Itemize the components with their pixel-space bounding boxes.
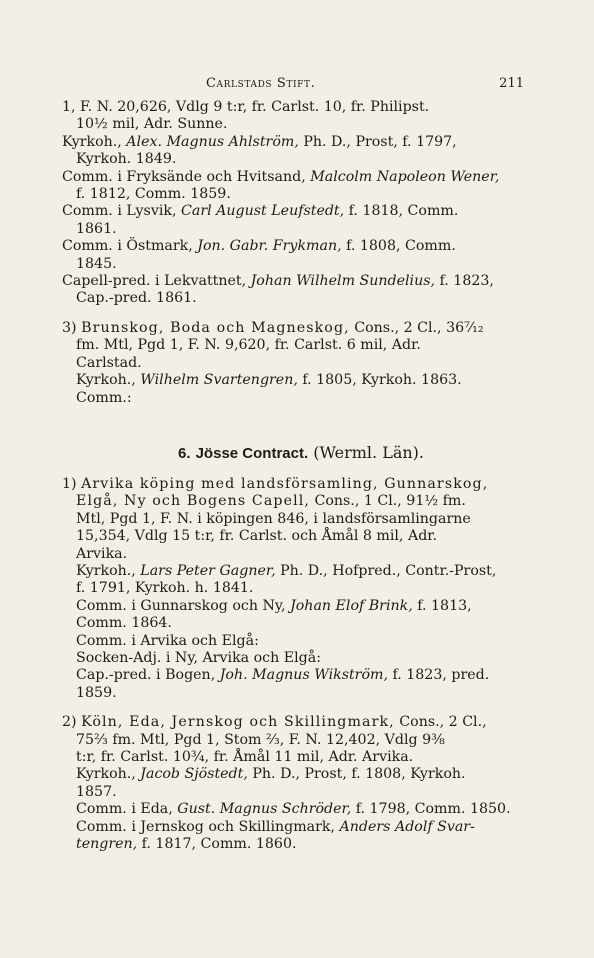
section-region: (Werml. Län). [313, 442, 424, 462]
text-line [62, 766, 514, 783]
parish-entry-heading [62, 714, 514, 731]
text-line: 1859. [76, 684, 117, 701]
text-line: f. 1812, Comm. 1859. [76, 186, 231, 203]
person-name: Anders Adolf Svar- [339, 818, 475, 835]
line-text: f. 1823, pred. [387, 667, 490, 684]
line-text: Cons., 1 Cl., 91½ fm. [309, 493, 466, 510]
text-line: 1, F. N. 20,626, Vdlg 9 t:r, fr. Carlst. 10, fr. Philipst. [62, 99, 430, 115]
text-line [62, 598, 514, 615]
person-name: Joh. Magnus Wikström, [219, 667, 388, 684]
text-line: Mtl, Pgd 1, F. N. i köpingen 846, i landsförsamlingarne [76, 510, 471, 527]
line-text: f. 1818, Comm. [344, 203, 459, 220]
line-text: f. 1813, [412, 597, 472, 614]
text-line [62, 801, 514, 818]
line-text: Kyrkoh., [76, 766, 141, 783]
person-name: Gust. Magnus Schröder, [177, 801, 352, 818]
text-line [62, 563, 514, 580]
text-line [62, 203, 514, 220]
parish-name: Arvika köping med landsförsamling, Gunnarskog, [81, 475, 489, 492]
line-text: Comm. i Jernskog och Skillingmark, [76, 818, 340, 835]
text-line: Cap.-pred. 1861. [76, 290, 197, 307]
text-line [62, 819, 514, 836]
parish-name: Elgå, Ny och Bogens Capell, [76, 493, 310, 510]
person-name: Jacob Sjöstedt, [140, 766, 248, 783]
page-header [60, 76, 524, 96]
entry-number: 2) [62, 714, 82, 731]
text-line: t:r, fr. Carlst. 10¾, fr. Åmål 11 mil, Adr. Arvika. [76, 749, 414, 765]
text-line [62, 238, 514, 255]
line-text: f. 1808, Comm. [341, 238, 456, 255]
section-name: Jösse Contract. [195, 444, 309, 462]
line-text: Comm. i Gunnarskog och Ny, [76, 597, 291, 614]
text-line: Kyrkoh. 1849. [76, 151, 177, 168]
line-text: Kyrkoh., [62, 133, 127, 150]
spacer [62, 702, 514, 714]
person-name: Malcolm Napoleon Wener, [310, 168, 500, 185]
line-text: Capell-pred. i Lekvattnet, [62, 273, 251, 290]
line-text: Ph. D., Hofpred., Contr.-Prost, [275, 562, 497, 579]
text-line [62, 667, 514, 684]
text-line: 1845. [76, 255, 117, 272]
line-text: f. 1817, Comm. 1860. [137, 836, 297, 853]
person-name: tengren, [76, 836, 138, 853]
person-name: Johan Wilhelm Sundelius, [250, 273, 436, 290]
text-line: Socken-Adj. i Ny, Arvika och Elgå: [76, 649, 321, 666]
person-name: Alex. Magnus Ahlström, [126, 133, 299, 150]
line-text: Comm. i Eda, [76, 801, 178, 818]
text-line [62, 169, 514, 186]
line-text: f. 1798, Comm. 1850. [351, 801, 511, 818]
parish-entry-heading [62, 476, 514, 493]
line-text: Ph. D., Prost, f. 1808, Kyrkoh. [247, 766, 466, 783]
line-text: Comm. i Lysvik, [62, 203, 182, 220]
line-text: Kyrkoh., [76, 372, 141, 389]
text-line: Carlstad. [76, 354, 142, 371]
person-name: Lars Peter Gagner, [140, 562, 276, 579]
parish-entry-heading [62, 320, 514, 337]
text-line: 1861. [76, 220, 117, 237]
running-title: Carlstads Stift. [206, 76, 316, 91]
section-heading [88, 443, 514, 464]
page-body [62, 99, 514, 853]
person-name: Jon. Gabr. Frykman, [197, 238, 342, 255]
text-line [62, 372, 514, 389]
line-text: Cons., 2 Cl., [394, 714, 487, 731]
text-line [62, 493, 514, 510]
text-line: Comm. 1864. [76, 615, 172, 632]
line-text: f. 1805, Kyrkoh. 1863. [297, 372, 462, 389]
parish-name: Brunskog, Boda och Magneskog, [81, 319, 350, 336]
person-name: Wilhelm Svartengren, [140, 372, 298, 389]
line-text: Comm. i Fryksände och Hvitsand, [62, 168, 311, 185]
text-line: 10½ mil, Adr. Sunne. [76, 116, 228, 133]
text-line: Comm.: [76, 389, 132, 406]
spacer [62, 464, 514, 476]
spacer [62, 425, 514, 443]
text-line: Comm. i Arvika och Elgå: [76, 632, 259, 649]
entry-number: 1) [62, 475, 82, 492]
parish-name: Köln, Eda, Jernskog och Skillingmark, [81, 714, 395, 731]
text-line: f. 1791, Kyrkoh. h. 1841. [76, 580, 254, 597]
text-line [62, 134, 514, 151]
person-name: Johan Elof Brink, [290, 597, 413, 614]
text-line: 1857. [76, 783, 117, 800]
section-number: 6. [177, 444, 191, 462]
line-text: Comm. i Östmark, [62, 238, 198, 255]
text-line: fm. Mtl, Pgd 1, F. N. 9,620, fr. Carlst. 6 mil, Adr. [76, 337, 421, 354]
line-text: Cons., 2 Cl., 36⁷⁄₁₂ [349, 319, 484, 336]
spacer [62, 407, 514, 425]
line-text: Ph. D., Prost, f. 1797, [298, 133, 457, 150]
line-text: Kyrkoh., [76, 562, 141, 579]
text-line: Arvika. [76, 545, 128, 562]
text-line: 15,354, Vdlg 15 t:r, fr. Carlst. och Åmål 8 mil, Adr. [76, 528, 438, 545]
line-text: Cap.-pred. i Bogen, [76, 667, 220, 684]
text-line: 75⅔ fm. Mtl, Pgd 1, Stom ⅔, F. N. 12,402, Vdlg 9⅜ [76, 731, 445, 748]
person-name: Carl August Leufstedt, [181, 203, 345, 220]
text-line [62, 836, 514, 853]
entry-number: 3) [62, 319, 82, 336]
text-line [62, 273, 514, 290]
spacer [62, 308, 514, 320]
page-number: 211 [499, 76, 524, 91]
line-text: f. 1823, [435, 273, 494, 290]
